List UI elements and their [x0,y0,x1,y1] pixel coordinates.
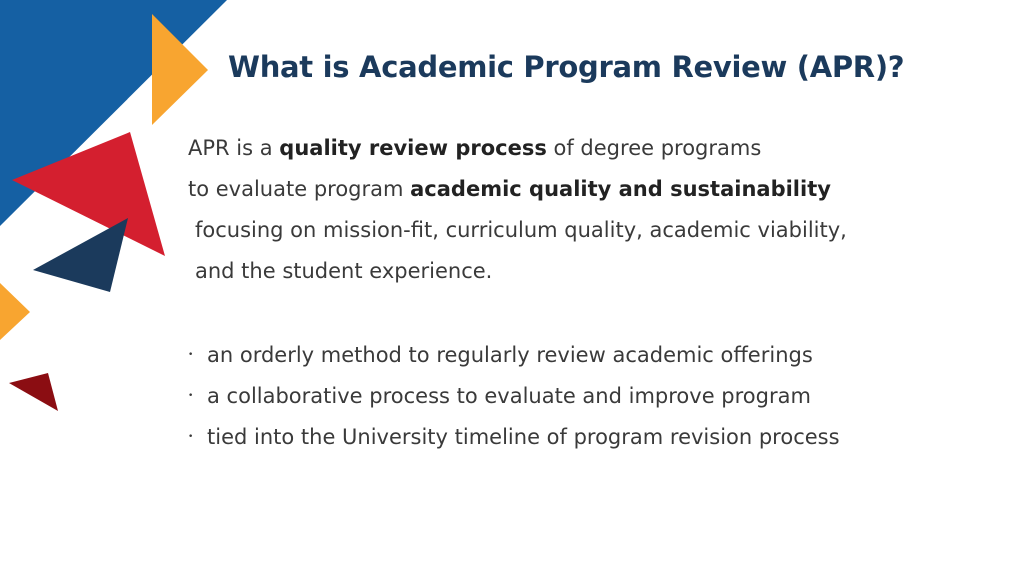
intro-line-2 [188,169,988,210]
intro-line-1-pre: APR is a [188,136,280,160]
bullet-dot: • [188,432,194,442]
intro-line-1-post: of degree programs [546,136,762,160]
bullet-text: a collaborative process to evaluate and improve program [207,384,811,408]
slide-body [188,128,988,458]
intro-line-4: and the student experience. [195,259,493,283]
bullet-item [188,335,988,376]
spacer [188,292,988,335]
intro-line-3: focusing on mission-fit, curriculum quality, academic viability, [195,218,847,242]
intro-line-2-pre: to evaluate program [188,177,411,201]
intro-line-1 [188,128,988,169]
intro-line-2-bold: academic quality and sustainability [410,177,831,201]
bullet-text: an orderly method to regularly review academic offerings [207,343,813,367]
darkred-triangle [9,373,58,411]
bullet-dot: • [188,350,194,360]
intro-line-1-bold: quality review process [279,136,547,160]
slide-title: What is Academic Program Review (APR)? [228,50,905,84]
bullet-list [188,335,988,458]
bullet-item [188,417,988,458]
bullet-item [188,376,988,417]
navy-triangle [33,218,128,292]
bullet-text: tied into the University timeline of program revision process [207,425,840,449]
bullet-dot: • [188,391,194,401]
orange-triangle-left [0,283,30,340]
